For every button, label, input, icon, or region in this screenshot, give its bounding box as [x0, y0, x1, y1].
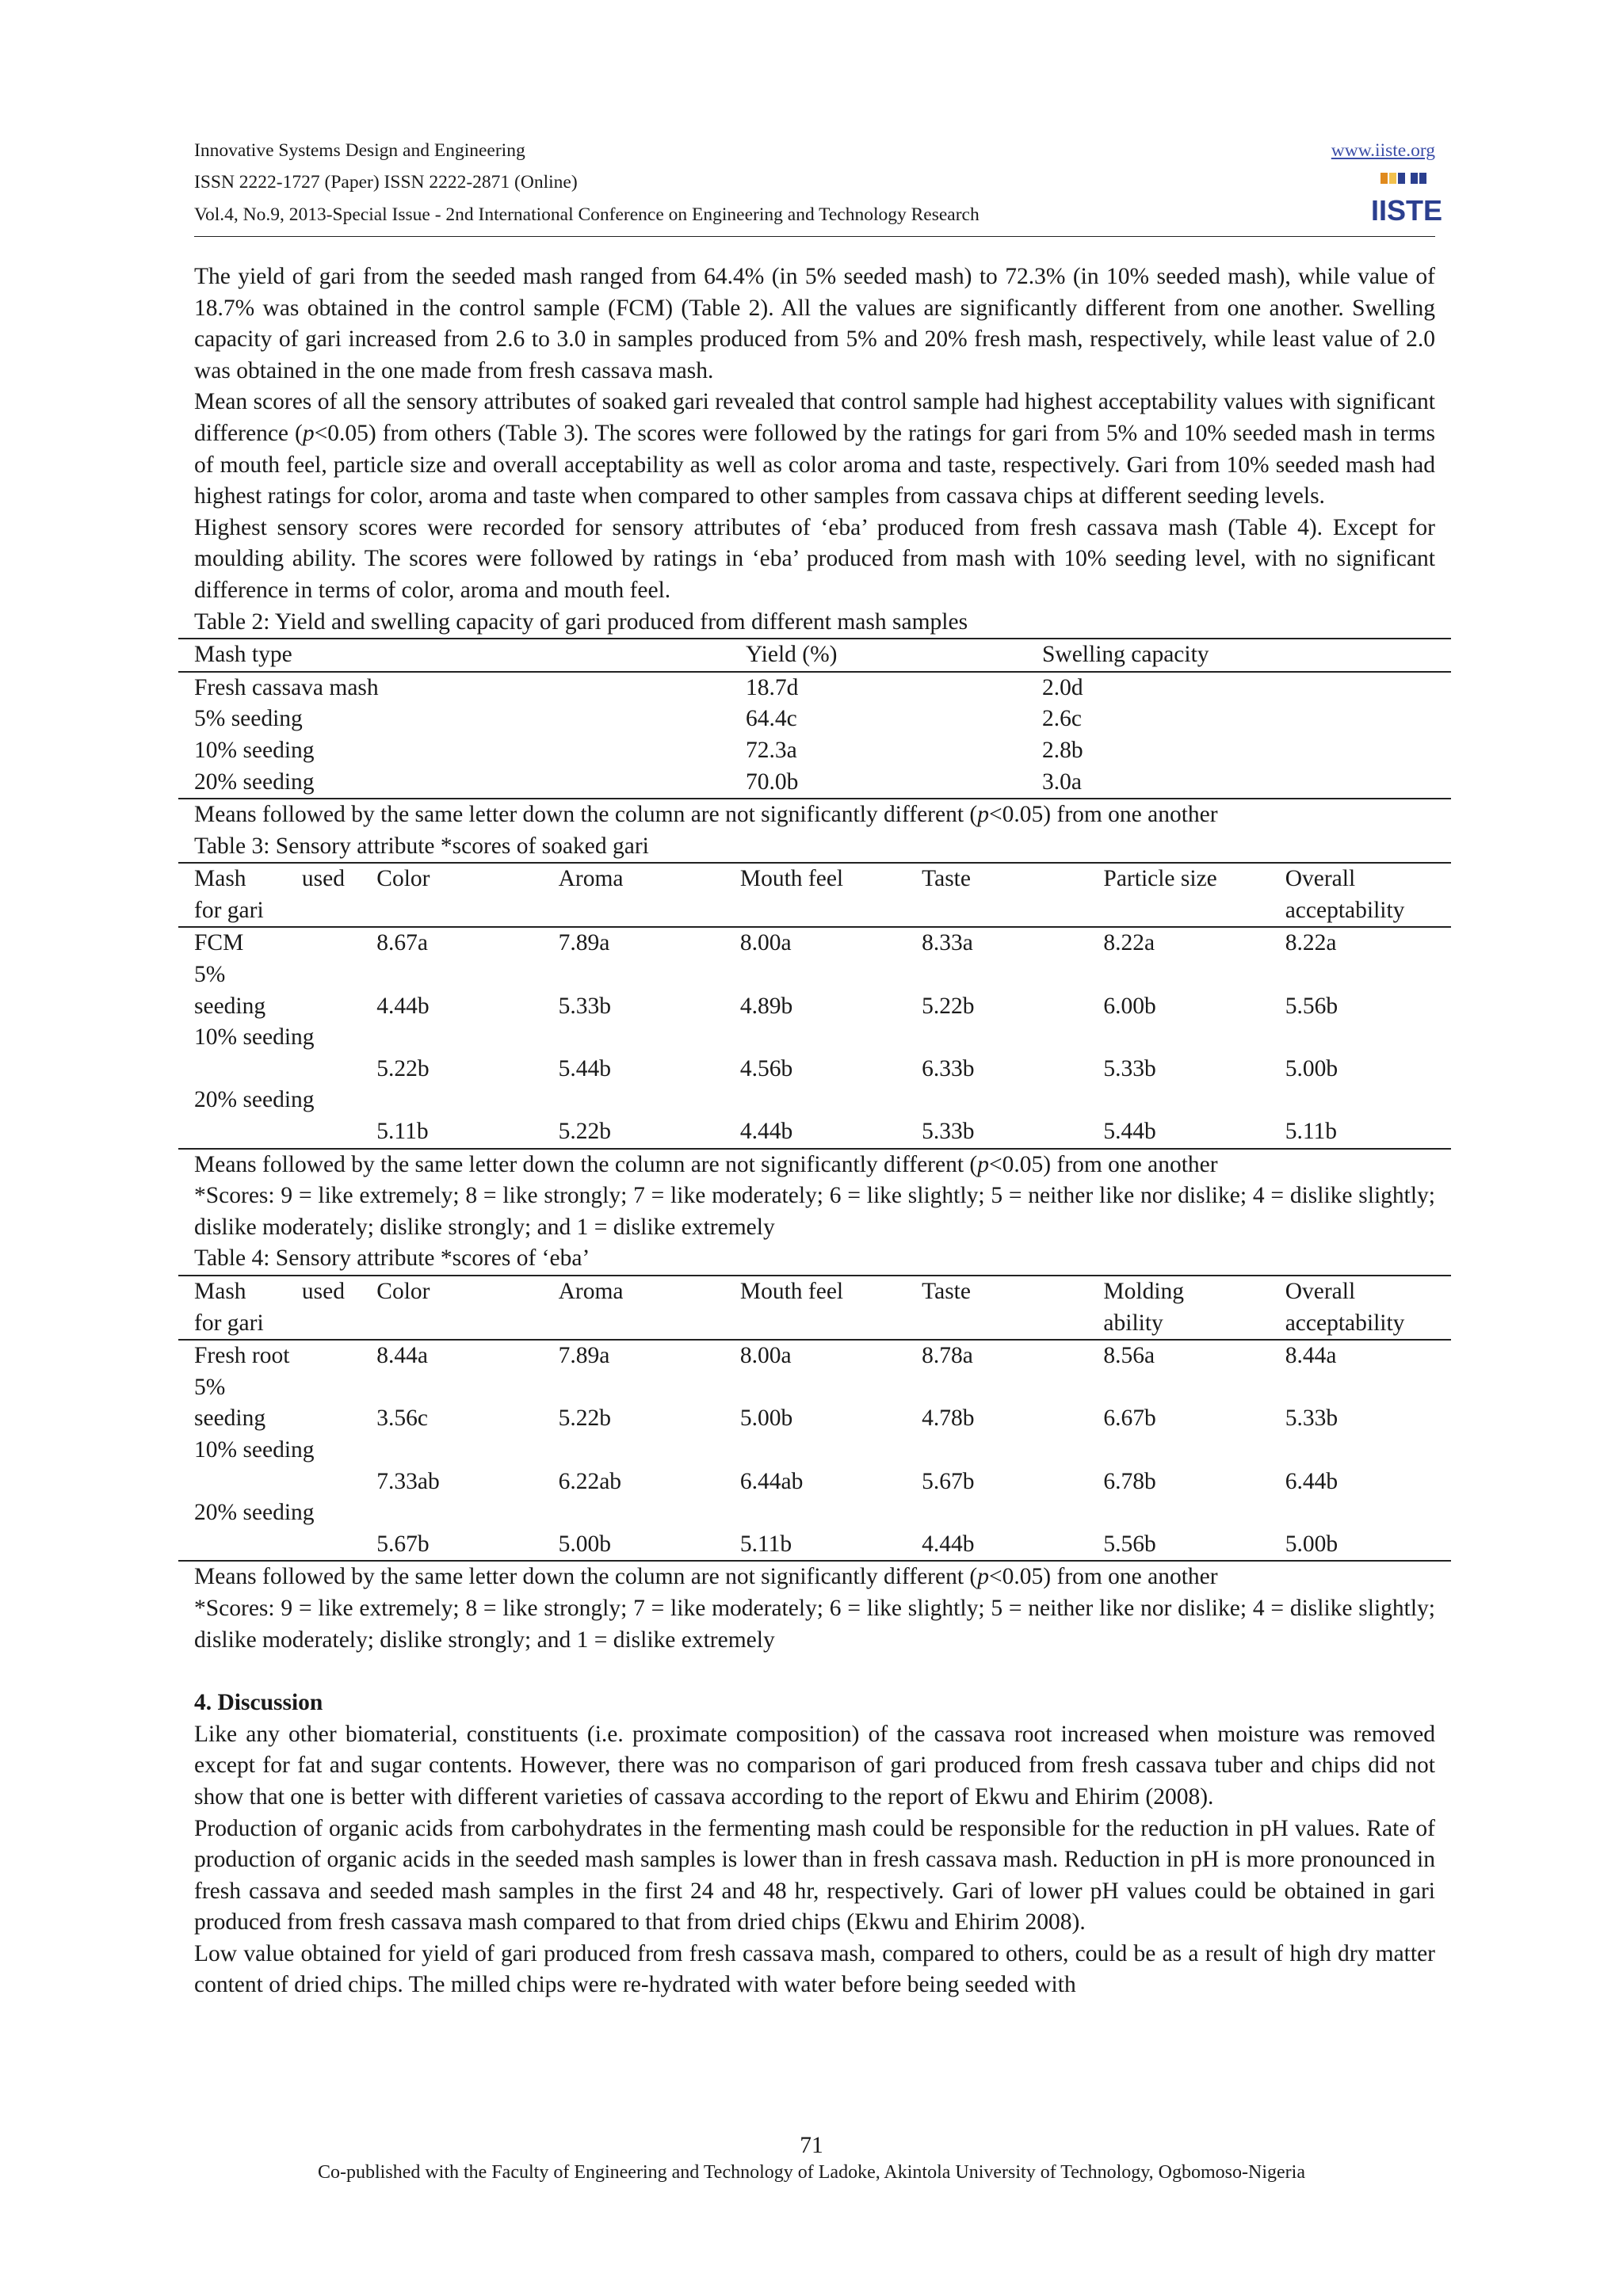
table-cell: 5.11b [361, 1116, 542, 1149]
table-cell: 2.0d [1042, 674, 1083, 700]
table4-caption: Table 4: Sensory attribute *scores of ‘eba’ [194, 1245, 590, 1272]
discussion-paragraph: Production of organic acids from carbohydrates in the fermenting mash could be responsible for the reduction in pH values. Rate of production of organic acids in the seeded mash samples is lower than in fresh cassava mash. Reduction in pH is more pronounced in fresh cassava and seeded mash samples in the first 24 and 48 hr, respectively. Gari of lower pH values could be obtained in gari produced from fresh cassava mash compared to that from dried chips (Ekwu and Ehirim 2008). [194, 1815, 1435, 1936]
issn-line: ISSN 2222-1727 (Paper) ISSN 2222-2871 (Online) [194, 172, 578, 193]
table-3 [178, 862, 1451, 1149]
table-cell: 5.11b [1270, 1116, 1451, 1149]
table4-scores-legend: *Scores: 9 = like extremely; 8 = like strongly; 7 = like moderately; 6 = like slightly; 5 = neither like nor dislike; 4 = dislike slightly; dislike moderately; dislike strongly; and 1 = dislike extremely [194, 1595, 1435, 1653]
table-row [178, 1022, 1451, 1054]
table-cell: 5.33b [1103, 1055, 1156, 1081]
table-header-row [178, 863, 1451, 895]
table-cell: 4.44b [724, 1116, 906, 1149]
table-header-cell: Molding [1087, 1276, 1269, 1308]
table-cell: 5% [194, 962, 226, 988]
table-cell: 8.44a [1285, 1343, 1337, 1369]
table-cell: 6.44ab [739, 1468, 804, 1494]
table-cell: 6.33b [922, 1055, 975, 1081]
table-header-row [178, 1276, 1451, 1308]
table2-note: Means followed by the same letter down the column are not significantly different (p<0.05) from one another [194, 802, 1218, 828]
table-row [178, 1497, 1451, 1529]
table-cell: 5.22b [543, 1116, 724, 1149]
table-header-cell: Mash type [178, 639, 730, 672]
table-header-cell: Color [361, 863, 542, 895]
table-cell: 5.33b [906, 1116, 1087, 1149]
header-rule [194, 236, 1435, 237]
table-cell: 5% [194, 1374, 226, 1400]
table-cell: 5.67b [922, 1468, 975, 1494]
iiste-logo [1370, 171, 1443, 227]
table-cell: 6.22ab [558, 1468, 622, 1494]
table-cell: 2.6c [1042, 706, 1082, 732]
table-header-row [178, 1308, 1451, 1341]
table-cell: 5.00b [1285, 1055, 1338, 1081]
table-cell: 10% seeding [194, 1024, 315, 1051]
running-header [194, 135, 1435, 166]
logo-text: IISTE [1370, 194, 1443, 227]
table4-note: Means followed by the same letter down the column are not significantly different (p<0.05) from one another [194, 1564, 1218, 1590]
table-header-cell: Swelling capacity [1026, 639, 1451, 672]
table-cell: 5.56b [1087, 1529, 1269, 1562]
table-cell: Fresh cassava mash [194, 674, 379, 700]
table-cell: 5.11b [724, 1529, 906, 1562]
table-cell: 10% seeding [194, 737, 315, 763]
table-cell: 4.89b [739, 993, 793, 1019]
table-row [178, 704, 1451, 735]
table-header-cell: Taste [906, 1276, 1087, 1308]
table-row [178, 1340, 1451, 1372]
table-cell: 6.67b [1103, 1405, 1156, 1432]
table-row [178, 672, 1451, 704]
paragraph-soaked-gari: Mean scores of all the sensory attributes of soaked gari revealed that control sample had highest acceptability values with significant difference (p<0.05) from others (Table 3). The scores were followed by the ratings for gari from 5% and 10% seeded mash in terms of mouth feel, particle size and overall acceptability as well as color aroma and taste, respectively. Gari from 10% seeded mash had highest ratings for color, aroma and taste when compared to other samples from cassava chips at different seeding levels. [194, 389, 1435, 509]
table-4 [178, 1275, 1451, 1562]
table-header-cell: Overall [1270, 1276, 1451, 1308]
table3-scores-legend: *Scores: 9 = like extremely; 8 = like strongly; 7 = like moderately; 6 = like slightly; 5 = neither like nor dislike; 4 = dislike slightly; dislike moderately; dislike strongly; and 1 = dislike extremely [194, 1183, 1435, 1240]
table-header-row [178, 895, 1451, 928]
table-cell: 8.67a [376, 930, 429, 956]
table-header-cell: Color [361, 1276, 542, 1308]
table-header-cell: acceptability [1270, 1308, 1451, 1341]
table-cell: 8.00a [739, 930, 792, 956]
table-row [178, 959, 1451, 991]
table-cell: FCM [194, 930, 244, 956]
table-row [178, 1372, 1451, 1404]
table-header-cell: Overall [1270, 863, 1451, 895]
table-cell: 5.00b [739, 1405, 793, 1432]
table-cell: 5.33b [1285, 1405, 1338, 1432]
table-header-cell: Mash used [178, 1276, 361, 1308]
table-cell: 5.22b [376, 1055, 430, 1081]
page-number: 71 [800, 2133, 823, 2158]
table-cell: 8.00a [739, 1343, 792, 1369]
table-cell: 6.44b [1285, 1468, 1338, 1494]
table-cell: 2.8b [1042, 737, 1083, 763]
table-cell: 72.3a [746, 737, 797, 763]
table-cell: 5.44b [1087, 1116, 1269, 1149]
table-cell: 64.4c [746, 706, 797, 732]
table-row [178, 1529, 1451, 1562]
table-cell: 3.56c [376, 1405, 429, 1432]
table-cell: 8.56a [1103, 1343, 1155, 1369]
table-row [178, 767, 1451, 799]
table-header-row [178, 639, 1451, 672]
discussion-paragraph: Like any other biomaterial, constituents (i.e. proximate composition) of the cassava root increased when moisture was removed except for fat and sugar contents. However, there was no comparison of gari produced from fresh cassava tuber and chips did not show that one is better with different varieties of cassava according to the report of Ekwu and Ehirim (2008). [194, 1721, 1435, 1810]
page-body [194, 261, 1435, 2001]
table-row [178, 1466, 1451, 1498]
table-cell: 4.78b [922, 1405, 975, 1432]
table-header-cell: acceptability [1270, 895, 1451, 928]
paragraph-yield: The yield of gari from the seeded mash ranged from 64.4% (in 5% seeded mash) to 72.3% (in 10% seeded mash), while value of 18.7% was obtained in the control sample (FCM) (Table 2). All the values are significantly different from one another. Swelling capacity of gari increased from 2.6 to 3.0 in samples produced from 5% and 20% fresh mash, respectively, while least value of 2.0 was obtained in the one made from fresh cassava mash. [194, 264, 1435, 383]
volume-line: Vol.4, No.9, 2013-Special Issue - 2nd International Conference on Engineering and Technology Research [194, 204, 980, 225]
table-header-cell: Mouth feel [724, 1276, 906, 1308]
table-cell: 7.89a [558, 930, 610, 956]
table-header-cell: Particle size [1087, 863, 1269, 895]
table-header-cell: Aroma [543, 863, 724, 895]
table-cell: 5% seeding [194, 706, 303, 732]
table-cell: 5.33b [558, 993, 611, 1019]
table-row [178, 735, 1451, 767]
table-cell: 5.22b [558, 1405, 611, 1432]
table-row [178, 991, 1451, 1023]
table-cell: 20% seeding [194, 1087, 315, 1113]
table-header-cell: Aroma [543, 1276, 724, 1308]
table-cell: 20% seeding [194, 1500, 315, 1526]
table-header-cell: Mouth feel [724, 863, 906, 895]
table-row [178, 927, 1451, 959]
table-cell: 8.22a [1103, 930, 1155, 956]
table-row [178, 1403, 1451, 1435]
table-row [178, 1085, 1451, 1116]
page-footer: Co-published with the Faculty of Engineering and Technology of Ladoke, Akintola University of Technology, Ogbomoso-Nigeria [318, 2162, 1305, 2183]
table-cell: 20% seeding [178, 767, 730, 799]
paragraph-eba: Highest sensory scores were recorded for sensory attributes of ‘eba’ produced from fresh cassava mash (Table 4). Except for moulding ability. The scores were followed by ratings in ‘eba’ produced from mash with 10% seeding level, with no significant difference in terms of color, aroma and mouth feel. [194, 514, 1435, 603]
table-cell: 5.44b [558, 1055, 611, 1081]
discussion-paragraph: Low value obtained for yield of gari produced from fresh cassava mash, compared to others, could be as a result of high dry matter content of dried chips. The milled chips were re-hydrated with water before being seeded with [194, 1940, 1435, 1998]
journal-title: Innovative Systems Design and Engineering [194, 140, 525, 161]
table-cell: 8.33a [922, 930, 973, 956]
table-cell: Fresh root [194, 1343, 290, 1369]
table-cell: 6.78b [1103, 1468, 1156, 1494]
website-link[interactable]: www.iiste.org [1331, 140, 1435, 161]
table3-note: Means followed by the same letter down the column are not significantly different (p<0.05) from one another [194, 1151, 1218, 1177]
table-cell: 7.89a [558, 1343, 610, 1369]
table-cell: 3.0a [1026, 767, 1451, 799]
table-header-cell: Taste [906, 863, 1087, 895]
table-header-cell: for gari [178, 1308, 361, 1341]
table-cell: 5.00b [543, 1529, 724, 1562]
table-cell: 5.22b [922, 993, 975, 1019]
table-cell: 4.44b [376, 993, 430, 1019]
table-cell: 70.0b [730, 767, 1026, 799]
table-row [178, 1054, 1451, 1085]
table-cell: seeding [194, 993, 266, 1019]
table-cell: 10% seeding [194, 1436, 315, 1463]
table-2 [178, 638, 1451, 799]
table-cell: 5.67b [361, 1529, 542, 1562]
table-cell: 7.33ab [376, 1468, 440, 1494]
table-cell: 6.00b [1103, 993, 1156, 1019]
section-heading-discussion: 4. Discussion [194, 1690, 323, 1716]
table-row [178, 1435, 1451, 1466]
table-row [178, 1116, 1451, 1149]
table3-caption: Table 3: Sensory attribute *scores of soaked gari [194, 833, 649, 859]
table-cell: 8.22a [1285, 930, 1337, 956]
table2-caption: Table 2: Yield and swelling capacity of gari produced from different mash samples [194, 608, 968, 635]
table-cell: 8.44a [376, 1343, 429, 1369]
table-header-cell: Yield (%) [730, 639, 1026, 672]
table-header-cell: for gari [178, 895, 361, 928]
table-cell: 5.00b [1270, 1529, 1451, 1562]
table-cell: 4.56b [739, 1055, 793, 1081]
table-cell: 4.44b [906, 1529, 1087, 1562]
table-cell: 8.78a [922, 1343, 973, 1369]
table-cell: 18.7d [746, 674, 799, 700]
table-header-cell: ability [1087, 1308, 1269, 1341]
table-cell: seeding [194, 1405, 266, 1432]
table-cell: 5.56b [1285, 993, 1338, 1019]
table-header-cell: Mash used [178, 863, 361, 895]
